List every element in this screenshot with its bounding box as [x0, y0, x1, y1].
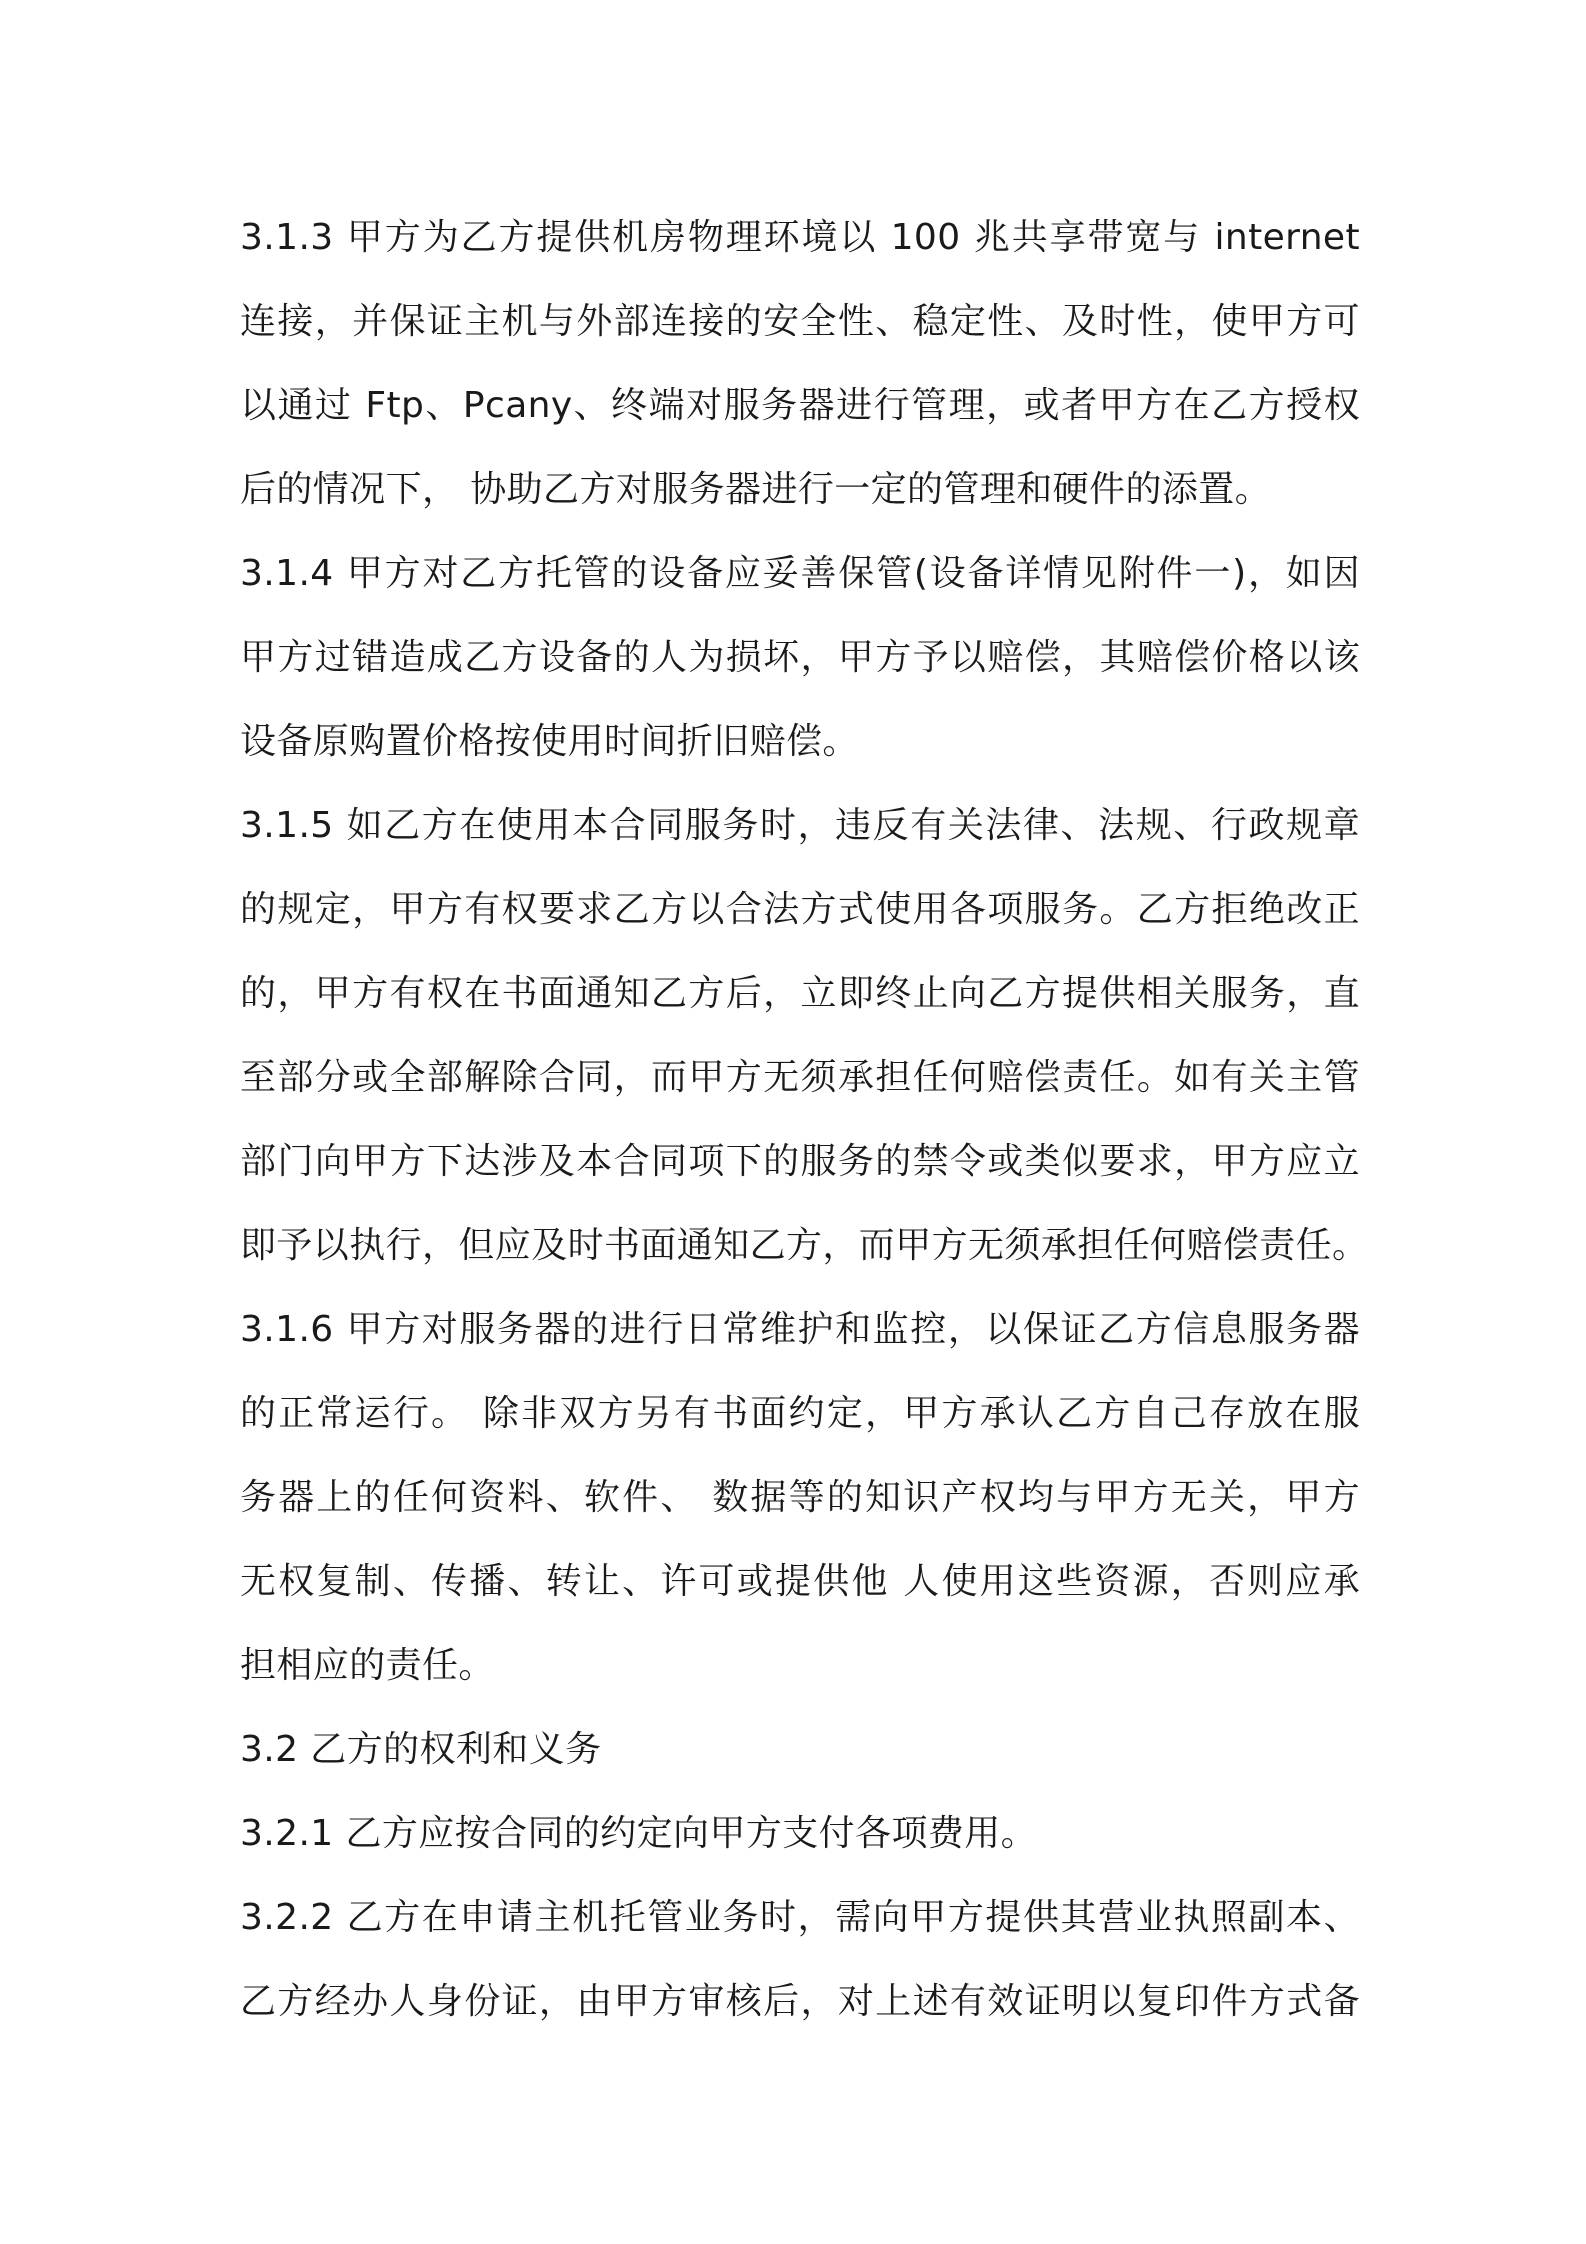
text-line: 甲方过错造成乙方设备的人为损坏，甲方予以赔偿，其赔偿价格以该	[240, 637, 1360, 678]
text-line: 的正常运行。 除非双方另有书面约定，甲方承认乙方自己存放在服	[240, 1393, 1360, 1434]
text-line: 的，甲方有权在书面通知乙方后，立即终止向乙方提供相关服务，直	[240, 973, 1360, 1014]
text-line: 3.2.1 乙方应按合同的约定向甲方支付各项费用。	[240, 1813, 1038, 1854]
text-line: 3.2.2 乙方在申请主机托管业务时，需向甲方提供其营业执照副本、	[240, 1897, 1360, 1938]
text-line: 3.1.3 甲方为乙方提供机房物理环境以 100 兆共享带宽与 internet	[240, 217, 1360, 258]
text-line: 无权复制、传播、转让、许可或提供他 人使用这些资源，否则应承	[240, 1561, 1360, 1602]
text-line: 3.1.6 甲方对服务器的进行日常维护和监控，以保证乙方信息服务器	[240, 1309, 1360, 1350]
text-line: 设备原购置价格按使用时间折旧赔偿。	[240, 721, 859, 762]
section-heading: 3.2 乙方的权利和义务	[240, 1729, 602, 1770]
text-line: 的规定，甲方有权要求乙方以合法方式使用各项服务。乙方拒绝改正	[240, 889, 1360, 930]
text-line: 至部分或全部解除合同，而甲方无须承担任何赔偿责任。如有关主管	[240, 1057, 1360, 1098]
text-line: 部门向甲方下达涉及本合同项下的服务的禁令或类似要求，甲方应立	[240, 1141, 1360, 1182]
text-line: 即予以执行，但应及时书面通知乙方，而甲方无须承担任何赔偿责任。	[240, 1225, 1369, 1266]
document-body	[240, 196, 1369, 2044]
text-line: 以通过 Ftp、Pcany、终端对服务器进行管理，或者甲方在乙方授权	[240, 385, 1360, 426]
text-line: 务器上的任何资料、软件、 数据等的知识产权均与甲方无关，甲方	[240, 1477, 1360, 1518]
text-line: 乙方经办人身份证，由甲方审核后，对上述有效证明以复印件方式备	[240, 1981, 1360, 2022]
text-line: 连接，并保证主机与外部连接的安全性、稳定性、及时性，使甲方可	[240, 301, 1360, 342]
text-line: 3.1.4 甲方对乙方托管的设备应妥善保管(设备详情见附件一)，如因	[240, 553, 1360, 594]
text-line: 担相应的责任。	[240, 1645, 495, 1686]
text-line: 后的情况下， 协助乙方对服务器进行一定的管理和硬件的添置。	[240, 469, 1272, 510]
text-line: 3.1.5 如乙方在使用本合同服务时，违反有关法律、法规、行政规章	[240, 805, 1360, 846]
